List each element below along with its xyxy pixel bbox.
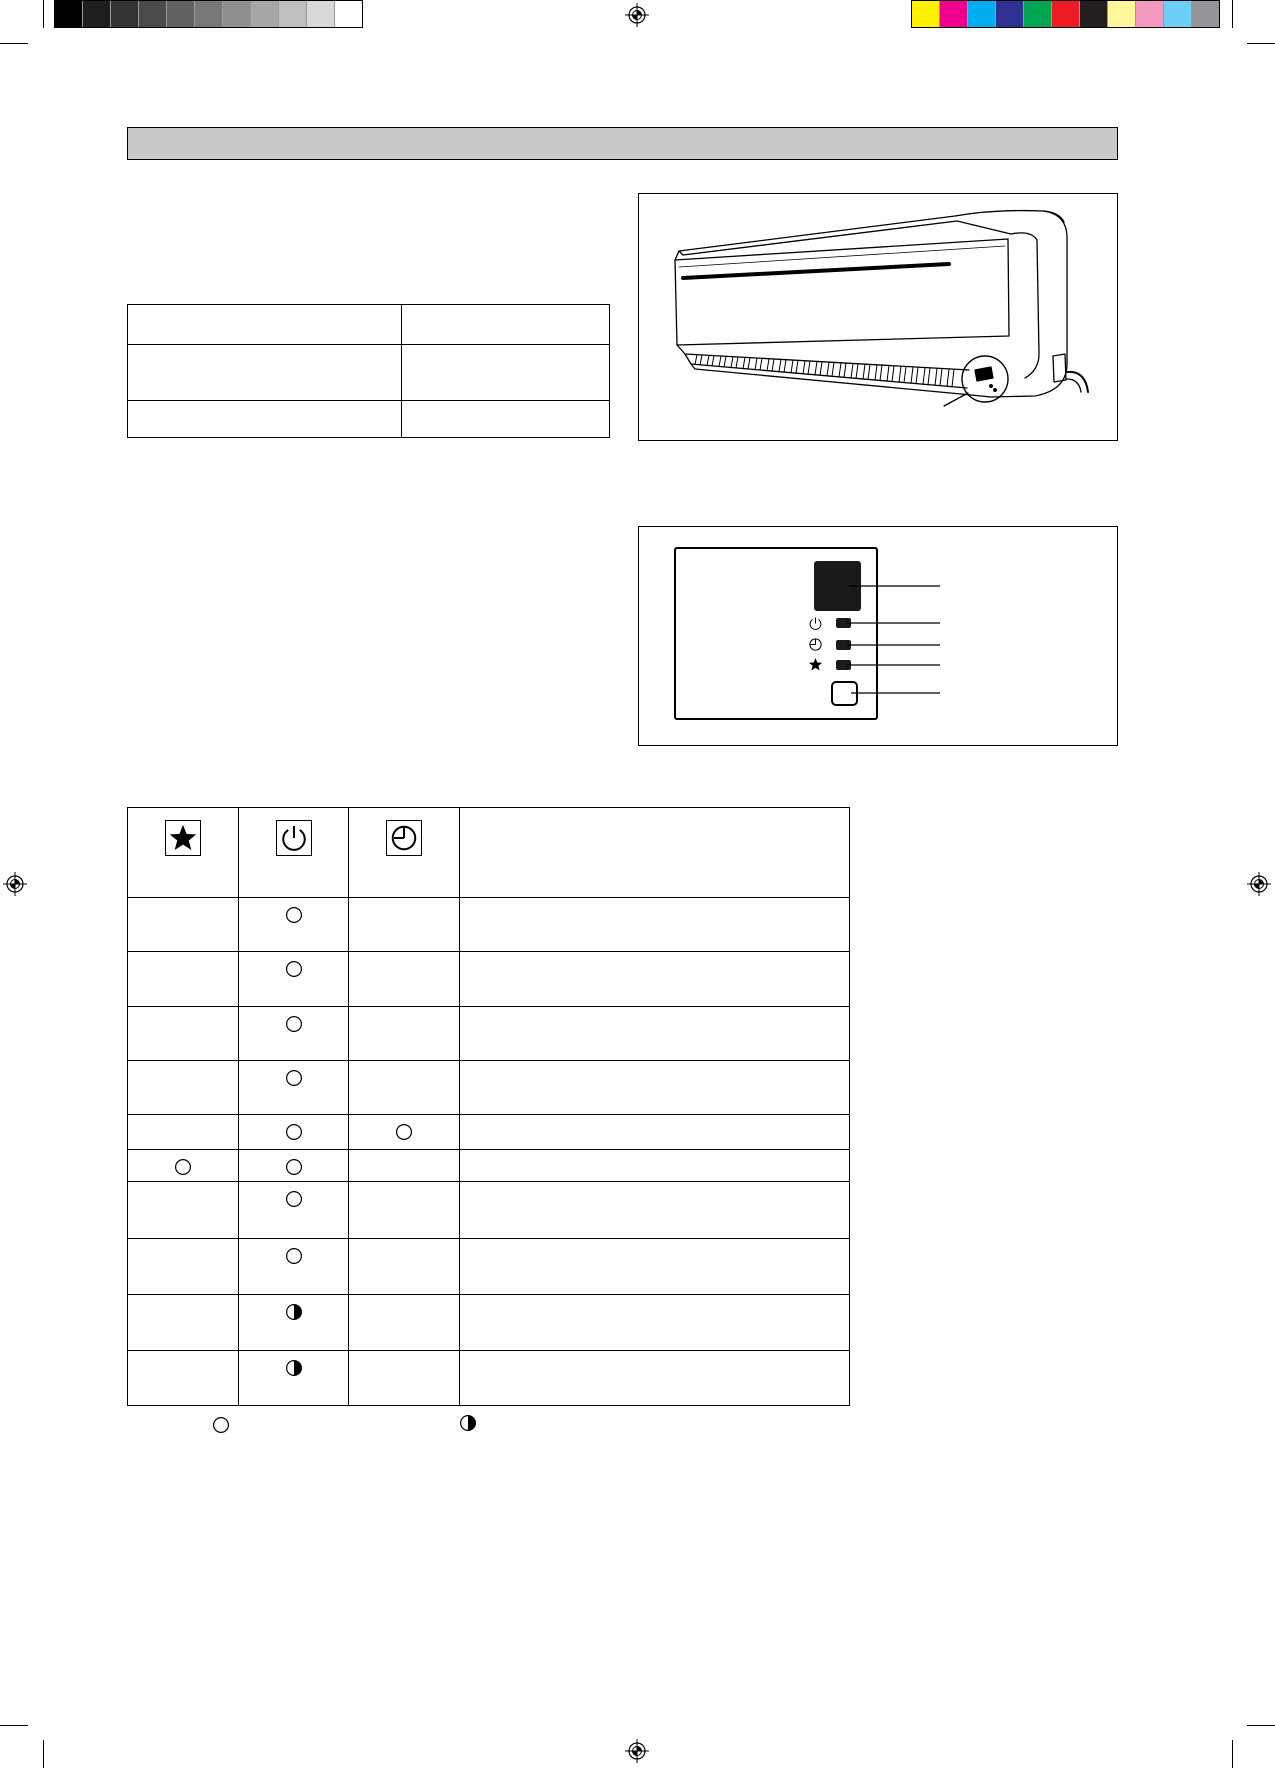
- star-icon: [165, 820, 201, 856]
- circle-icon: [285, 1123, 303, 1141]
- table-cell: [128, 898, 239, 952]
- crop-mark: [0, 43, 28, 44]
- process-color-control-bar: [911, 0, 1220, 28]
- registration-mark-icon: [625, 1739, 649, 1763]
- process-color-swatch: [968, 1, 996, 27]
- display-window: [975, 367, 993, 381]
- circle-icon: [285, 1069, 303, 1087]
- table-cell: [239, 1007, 349, 1061]
- table-cell: [239, 1061, 349, 1115]
- table-row: [128, 1239, 850, 1295]
- indicator-status-table: [127, 807, 850, 1406]
- circle-icon: [285, 906, 303, 924]
- table-cell: [128, 1150, 239, 1182]
- half-circle-icon: [285, 1303, 303, 1321]
- grayscale-swatch: [111, 1, 139, 27]
- indoor-unit-illustration: [639, 194, 1117, 440]
- indicator-panel-figure: [638, 526, 1118, 746]
- table-cell: [128, 1115, 239, 1150]
- specification-table: [127, 304, 610, 438]
- table-row: [128, 898, 850, 952]
- header-cell: [239, 808, 349, 898]
- header-cell: [349, 808, 460, 898]
- louver-vane: [827, 362, 829, 376]
- louver-vane: [731, 357, 733, 368]
- table-cell: [349, 1182, 460, 1239]
- process-color-swatch: [1052, 1, 1080, 27]
- grayscale-swatch: [251, 1, 279, 27]
- table-cell: [239, 1115, 349, 1150]
- circle-icon: [285, 1190, 303, 1208]
- timer-icon: [386, 820, 422, 856]
- louver-vane: [796, 360, 798, 373]
- table-cell: [239, 952, 349, 1007]
- louver-vane: [887, 365, 889, 381]
- louver-vane: [820, 362, 822, 376]
- louver-vane: [695, 355, 697, 365]
- louver-vane: [892, 366, 894, 382]
- louver-vane: [904, 366, 906, 382]
- table-cell: [128, 1295, 239, 1351]
- table-cell: [460, 1150, 850, 1182]
- circle-icon: [395, 1123, 413, 1141]
- circle-icon: [285, 960, 303, 978]
- table-cell: [349, 1007, 460, 1061]
- louver-vane: [719, 356, 721, 367]
- louver-vane: [916, 367, 918, 384]
- table-row: [128, 1061, 850, 1115]
- louver-vane: [784, 360, 786, 373]
- louver-vane: [839, 363, 841, 377]
- table-cell: [460, 1061, 850, 1115]
- louver-vane: [875, 365, 877, 380]
- louver-vane: [851, 363, 853, 378]
- grayscale-swatch: [195, 1, 223, 27]
- table-cell: [402, 345, 610, 401]
- table-cell: [128, 1007, 239, 1061]
- crop-mark: [0, 1725, 28, 1726]
- grayscale-control-bar: [54, 0, 363, 28]
- process-color-swatch: [996, 1, 1024, 27]
- louver-vane: [760, 358, 762, 370]
- crop-mark: [1247, 1725, 1275, 1726]
- process-color-swatch: [1080, 1, 1108, 27]
- louver-vane: [880, 365, 882, 381]
- section-header-bar: [127, 127, 1118, 160]
- louver-vane: [815, 361, 817, 375]
- louver-vane: [863, 364, 865, 379]
- table-cell: [239, 1351, 349, 1406]
- table-cell: [460, 1351, 850, 1406]
- louver-vane: [832, 362, 834, 376]
- crop-mark: [1232, 0, 1233, 28]
- table-cell: [349, 1239, 460, 1295]
- table-cell: [349, 1061, 460, 1115]
- louver-vane: [856, 364, 858, 379]
- process-color-swatch: [940, 1, 968, 27]
- table-cell: [128, 952, 239, 1007]
- table-cell: [349, 952, 460, 1007]
- table-row: [128, 952, 850, 1007]
- grayscale-swatch: [335, 1, 362, 27]
- process-color-swatch: [1024, 1, 1052, 27]
- louver-vane: [940, 368, 942, 385]
- table-row: [128, 401, 610, 438]
- registration-mark-icon: [3, 872, 27, 896]
- louver-vane: [952, 369, 954, 387]
- process-color-swatch: [1136, 1, 1164, 27]
- table-row: [128, 1351, 850, 1406]
- louver-vane: [808, 361, 810, 374]
- louver-vane: [803, 361, 805, 374]
- louver-vane: [868, 364, 870, 379]
- leader-lines: [639, 527, 1117, 745]
- process-color-swatch: [1108, 1, 1136, 27]
- louver-vane: [700, 355, 702, 365]
- louver-slats: [695, 355, 954, 387]
- air-outlet-slot: [683, 264, 949, 278]
- table-cell: [349, 1351, 460, 1406]
- process-color-swatch: [1164, 1, 1192, 27]
- grayscale-swatch: [139, 1, 167, 27]
- power-icon: [276, 820, 312, 856]
- circle-icon: [174, 1158, 192, 1176]
- process-color-swatch: [912, 1, 940, 27]
- circle-icon: [285, 1015, 303, 1033]
- table-cell: [128, 401, 402, 438]
- table-cell: [460, 1115, 850, 1150]
- half-circle-icon: [285, 1359, 303, 1377]
- crop-mark: [43, 1740, 44, 1768]
- louver-vane: [743, 357, 745, 368]
- table-row: [128, 1150, 850, 1182]
- table-cell: [239, 1150, 349, 1182]
- louver-vane: [755, 358, 757, 370]
- piping: [1067, 372, 1088, 392]
- circle-icon: [285, 1247, 303, 1265]
- table-cell: [349, 1115, 460, 1150]
- louver-vane: [707, 355, 709, 365]
- leader-line: [944, 393, 968, 406]
- header-cell: [128, 808, 239, 898]
- louver-vane: [947, 369, 949, 387]
- header-cell: [460, 808, 850, 898]
- table-cell: [460, 1007, 850, 1061]
- grayscale-swatch: [279, 1, 307, 27]
- registration-mark-icon: [625, 3, 649, 27]
- grayscale-swatch: [167, 1, 195, 27]
- table-cell: [460, 1239, 850, 1295]
- table-row: [128, 1182, 850, 1239]
- table-cell: [349, 1150, 460, 1182]
- crop-mark: [43, 0, 44, 28]
- registration-mark-icon: [1247, 872, 1271, 896]
- crop-mark: [1247, 43, 1275, 44]
- louver-vane: [772, 359, 774, 371]
- table-row: [128, 1295, 850, 1351]
- table-cell: [239, 898, 349, 952]
- louver-vane: [724, 356, 726, 367]
- legend-blink-icon: [459, 1414, 477, 1432]
- louver-vane: [928, 368, 930, 385]
- louver-vane: [748, 358, 750, 369]
- louver-vane: [844, 363, 846, 377]
- table-cell: [239, 1239, 349, 1295]
- louver-vane: [935, 368, 937, 385]
- grayscale-swatch: [307, 1, 335, 27]
- table-cell: [349, 898, 460, 952]
- crop-mark: [1232, 1740, 1233, 1768]
- grayscale-swatch: [223, 1, 251, 27]
- louver-vane: [923, 368, 925, 385]
- housing-top: [675, 211, 1064, 260]
- front-panel: [675, 239, 1009, 345]
- table-row: [128, 1115, 850, 1150]
- table-cell: [460, 1182, 850, 1239]
- table-cell: [402, 401, 610, 438]
- louver-vane: [712, 356, 714, 366]
- table-row: [128, 345, 610, 401]
- grayscale-swatch: [55, 1, 83, 27]
- table-cell: [239, 1182, 349, 1239]
- table-cell: [128, 1239, 239, 1295]
- table-cell: [349, 1295, 460, 1351]
- louver-vane: [911, 367, 913, 383]
- table-cell: [239, 1295, 349, 1351]
- louver-vane: [779, 359, 781, 371]
- louver-vane: [899, 366, 901, 382]
- table-cell: [402, 305, 610, 345]
- table-cell: [128, 1061, 239, 1115]
- table-row: [128, 305, 610, 345]
- louver-vane: [767, 359, 769, 371]
- process-color-swatch: [1192, 1, 1219, 27]
- housing-bevel: [1011, 233, 1039, 378]
- louver-vane: [736, 357, 738, 368]
- grayscale-swatch: [83, 1, 111, 27]
- table-cell: [460, 952, 850, 1007]
- table-cell: [128, 345, 402, 401]
- table-cell: [460, 898, 850, 952]
- table-cell: [460, 1295, 850, 1351]
- table-cell: [128, 1351, 239, 1406]
- circle-icon: [285, 1158, 303, 1176]
- legend-lit-icon: [212, 1416, 230, 1434]
- table-row: [128, 1007, 850, 1061]
- indoor-unit-figure: [638, 193, 1118, 441]
- table-cell: [128, 305, 402, 345]
- table-cell: [128, 1182, 239, 1239]
- table-header-row: [128, 808, 850, 898]
- louver-vane: [791, 360, 793, 373]
